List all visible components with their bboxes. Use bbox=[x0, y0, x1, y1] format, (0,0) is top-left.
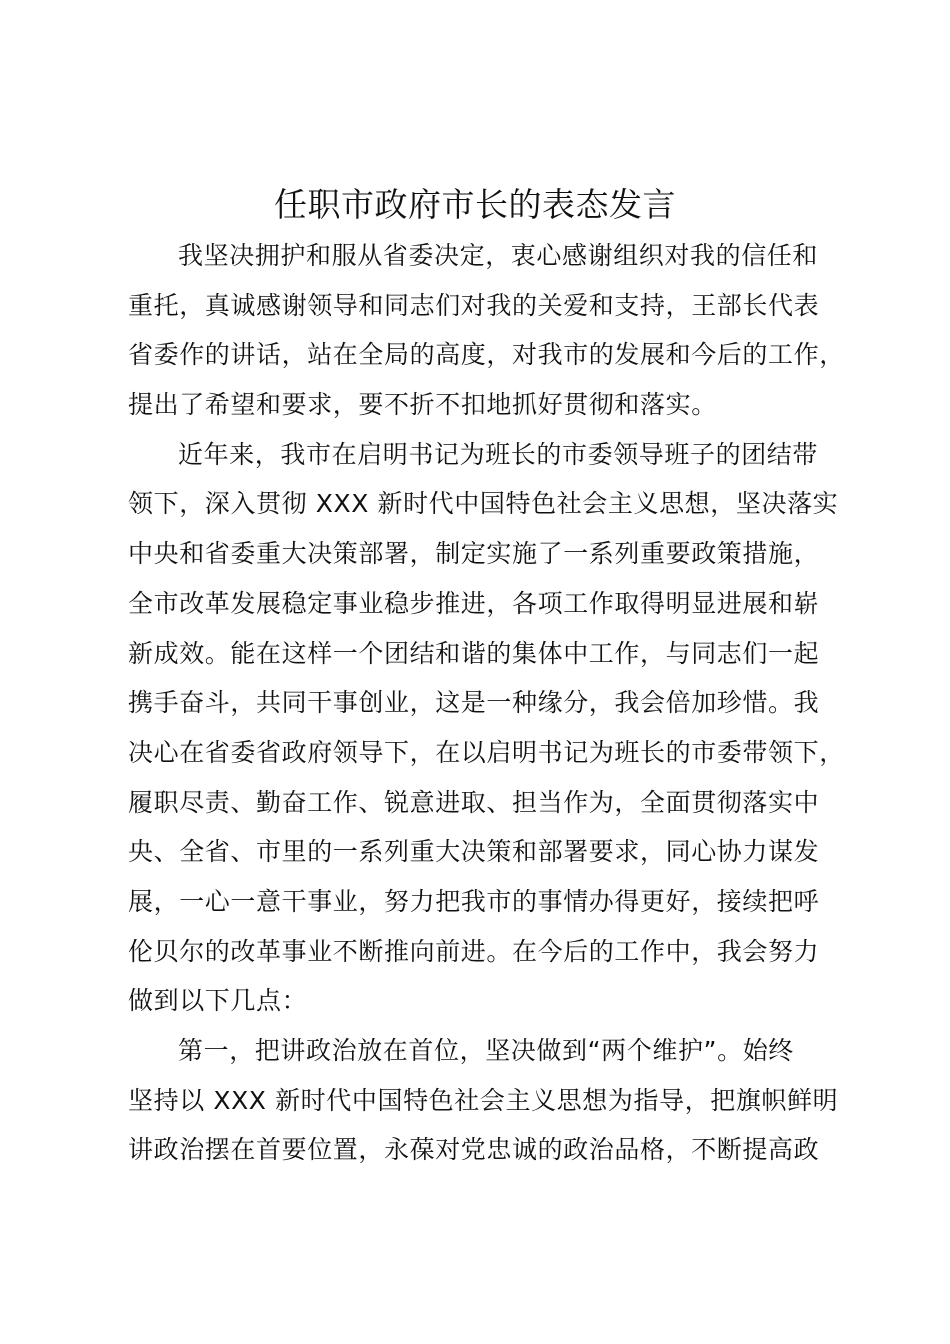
text-line: 我坚决拥护和服从省委决定，衷心感谢组织对我的信任和 bbox=[178, 241, 819, 270]
paragraph-3 bbox=[128, 1026, 848, 1175]
text-line: 全市改革发展稳定事业稳步推进，各项工作取得明显进展和崭 bbox=[128, 588, 820, 618]
document-title: 任职市政府市长的表态发言 bbox=[274, 185, 676, 224]
text-line: 携手奋斗，共同干事创业，这是一种缘分，我会倍加珍惜。我 bbox=[128, 688, 820, 718]
text-line: 伦贝尔的改革事业不断推向前进。在今后的工作中，我会努力 bbox=[128, 936, 820, 966]
text-line: 近年来，我市在启明书记为班长的市委领导班子的团结带 bbox=[178, 439, 819, 469]
text-line: 讲政治摆在首要位置，永葆对党忠诚的政治品格，不断提高政 bbox=[128, 1135, 820, 1165]
text-line: 重托，真诚感谢领导和同志们对我的关爱和支持，王部长代表 bbox=[128, 290, 820, 320]
text-line: 做到以下几点： bbox=[128, 986, 308, 1016]
text-line: 领下，深入贯彻 XXX 新时代中国特色社会主义思想，坚决落实 bbox=[128, 489, 839, 519]
text-line: 第一，把讲政治放在首位，坚决做到“两个维护”。始终 bbox=[178, 1036, 794, 1065]
text-line: 央、全省、市里的一系列重大决策和部署要求，同心协力谋发 bbox=[128, 837, 820, 867]
text-line: 提出了希望和要求，要不折不扣地抓好贯彻和落实。 bbox=[128, 390, 717, 420]
text-line: 决心在省委省政府领导下，在以启明书记为班长的市委带领下， bbox=[128, 737, 845, 767]
text-line: 坚持以 XXX 新时代中国特色社会主义思想为指导，把旗帜鲜明 bbox=[128, 1085, 839, 1115]
text-line: 省委作的讲话，站在全局的高度，对我市的发展和今后的工作， bbox=[128, 340, 845, 370]
paragraph-1 bbox=[128, 231, 848, 430]
text-line: 展，一心一意干事业，努力把我市的事情办得更好，接续把呼 bbox=[128, 886, 820, 916]
text-line: 新成效。能在这样一个团结和谐的集体中工作，与同志们一起 bbox=[128, 638, 820, 668]
text-line: 履职尽责、勤奋工作、锐意进取、担当作为，全面贯彻落实中 bbox=[128, 787, 820, 817]
document-body bbox=[128, 231, 848, 1175]
text-line: 中央和省委重大决策部署，制定实施了一系列重要政策措施， bbox=[128, 539, 820, 569]
paragraph-2 bbox=[128, 430, 848, 1026]
